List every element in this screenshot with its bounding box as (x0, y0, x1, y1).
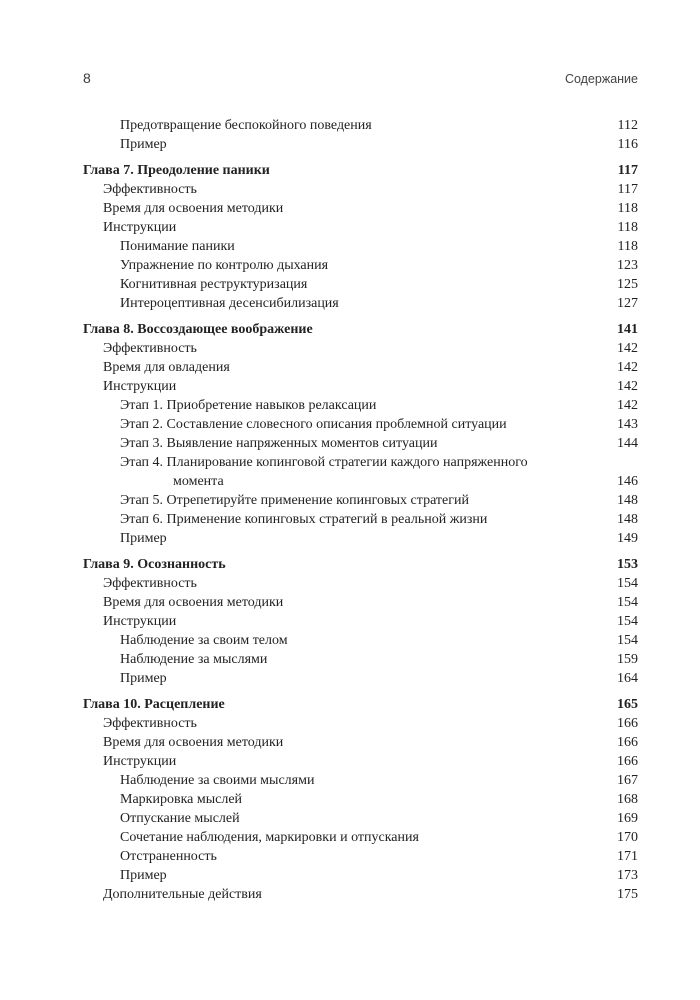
toc-entry-title-continuation: момента (173, 474, 224, 489)
toc-entry-title: Эффективность (103, 341, 197, 356)
toc-section-entry (83, 180, 638, 199)
toc-entry-title: Эффективность (103, 576, 197, 591)
toc-entry-title: Пример (120, 137, 167, 152)
toc-entry-page-number: 170 (617, 830, 638, 845)
toc-entry-page-number: 142 (617, 360, 638, 375)
toc-subsection-entry (83, 294, 638, 313)
toc-subsection-entry (83, 116, 638, 135)
toc-entry-title: Инструкции (103, 754, 177, 769)
page-number: 8 (83, 70, 91, 86)
toc-section-entry (83, 885, 638, 904)
toc-entry-page-number: 142 (617, 341, 638, 356)
toc-entry-title: Отпускание мыслей (120, 811, 240, 826)
toc-entry-title: Время для овладения (103, 360, 230, 375)
toc-subsection-entry (83, 510, 638, 529)
toc-entry-title: Время для освоения методики (103, 201, 284, 216)
toc-entry-title: Сочетание наблюдения, маркировки и отпускания (120, 830, 419, 845)
toc-entry-title: Предотвращение беспокойного поведения (120, 118, 372, 133)
toc-subsection-entry (83, 529, 638, 548)
toc-entry-title: Инструкции (103, 220, 177, 235)
toc-entry-title: Упражнение по контролю дыхания (120, 258, 329, 273)
toc-entry-page-number: 118 (617, 201, 638, 216)
toc-entry-page-number: 154 (617, 576, 638, 591)
toc-entry-title: Инструкции (103, 379, 177, 394)
toc-entry-page-number: 117 (617, 182, 638, 197)
toc-entry-title: Пример (120, 868, 167, 883)
toc-entry-page-number: 167 (617, 773, 638, 788)
toc-entry-page-number: 153 (617, 557, 638, 572)
toc-entry-page-number: 116 (617, 137, 638, 152)
toc-subsection-entry (83, 256, 638, 275)
toc-entry-page-number: 146 (617, 474, 638, 489)
toc-entry-title: Маркировка мыслей (120, 792, 243, 807)
toc-entry-page-number: 169 (617, 811, 638, 826)
toc-subsection-entry (83, 771, 638, 790)
toc-entry-page-number: 166 (617, 735, 638, 750)
toc-section-entry (83, 339, 638, 358)
toc-entry-title: Глава 7. Преодоление паники (83, 163, 270, 178)
toc-subsection-entry (83, 237, 638, 256)
toc-subsection-entry (83, 415, 638, 434)
toc-entry-page-number: 141 (617, 322, 638, 337)
toc-entry-title: Дополнительные действия (103, 887, 262, 902)
toc-subsection-entry (83, 847, 638, 866)
toc-entry-page-number: 125 (617, 277, 638, 292)
toc-section-entry (83, 733, 638, 752)
toc-section-entry (83, 612, 638, 631)
toc-entry-title: Интероцептивная десенсибилизация (120, 296, 339, 311)
toc-entry-title: Время для освоения методики (103, 595, 284, 610)
toc-entry-page-number: 164 (617, 671, 638, 686)
toc-subsection-entry (83, 396, 638, 415)
toc-entry-page-number: 165 (617, 697, 638, 712)
toc-section-entry (83, 574, 638, 593)
toc-subsection-entry (83, 669, 638, 688)
toc-entry-page-number: 171 (617, 849, 638, 864)
toc-entry-title: Наблюдение за мыслями (120, 652, 268, 667)
toc-subsection-entry (83, 434, 638, 453)
toc-entry-page-number: 127 (617, 296, 638, 311)
toc-entry-title: Этап 6. Применение копинговых стратегий в реальной жизни (120, 512, 488, 527)
toc-chapter-entry (83, 555, 638, 574)
toc-entry-page-number: 123 (617, 258, 638, 273)
page-header (83, 70, 638, 90)
toc-subsection-entry (83, 135, 638, 154)
toc-subsection-entry (83, 790, 638, 809)
toc-entry-title: Эффективность (103, 716, 197, 731)
toc-entry-title: Этап 5. Отрепетируйте применение копинговых стратегий (120, 493, 469, 508)
toc-section-entry (83, 714, 638, 733)
toc-entry-title: Отстраненность (120, 849, 217, 864)
toc-section-entry (83, 199, 638, 218)
toc-entry-title: Когнитивная реструктуризация (120, 277, 308, 292)
toc-entry-page-number: 149 (617, 531, 638, 546)
toc-entry-page-number: 166 (617, 754, 638, 769)
toc-subsection-entry (83, 866, 638, 885)
toc-entry-page-number: 175 (617, 887, 638, 902)
toc-entry-title: Наблюдение за своими мыслями (120, 773, 315, 788)
toc-entry-page-number: 154 (617, 614, 638, 629)
toc-subsection-entry (83, 491, 638, 510)
toc-entry-title: Глава 10. Расцепление (83, 697, 225, 712)
toc-entry-page-number: 166 (617, 716, 638, 731)
toc-entry-page-number: 118 (617, 239, 638, 254)
toc-entry-page-number: 144 (617, 436, 638, 451)
toc-entry-title: Этап 2. Составление словесного описания проблемной ситуации (120, 417, 507, 432)
toc-entry-title: Глава 8. Воссоздающее воображение (83, 322, 313, 337)
toc-entry-page-number: 173 (617, 868, 638, 883)
toc-subsection-entry (83, 453, 638, 491)
toc-section-entry (83, 358, 638, 377)
toc-entry-page-number: 117 (617, 163, 638, 178)
running-title: Содержание (564, 72, 638, 86)
toc-section-entry (83, 377, 638, 396)
table-of-contents (83, 116, 638, 904)
toc-entry-title: Понимание паники (120, 239, 235, 254)
toc-chapter-entry (83, 161, 638, 180)
toc-entry-title: Эффективность (103, 182, 197, 197)
toc-entry-page-number: 142 (617, 398, 638, 413)
toc-entry-title: Глава 9. Осознанность (83, 557, 226, 572)
toc-chapter-entry (83, 320, 638, 339)
toc-entry-page-number: 154 (617, 595, 638, 610)
toc-entry-title: Инструкции (103, 614, 177, 629)
toc-subsection-entry (83, 631, 638, 650)
toc-entry-page-number: 148 (617, 512, 638, 527)
toc-entry-title: Пример (120, 531, 167, 546)
toc-subsection-entry (83, 828, 638, 847)
toc-subsection-entry (83, 809, 638, 828)
toc-entry-page-number: 148 (617, 493, 638, 508)
toc-entry-page-number: 159 (617, 652, 638, 667)
toc-entry-title: Этап 3. Выявление напряженных моментов ситуации (120, 436, 438, 451)
toc-section-entry (83, 593, 638, 612)
toc-entry-page-number: 168 (617, 792, 638, 807)
toc-subsection-entry (83, 650, 638, 669)
toc-entry-page-number: 112 (617, 118, 638, 133)
toc-subsection-entry (83, 275, 638, 294)
toc-section-entry (83, 752, 638, 771)
toc-entry-title: Пример (120, 671, 167, 686)
toc-entry-page-number: 143 (617, 417, 638, 432)
toc-entry-page-number: 142 (617, 379, 638, 394)
toc-entry-title: Время для освоения методики (103, 735, 284, 750)
toc-entry-title: Этап 1. Приобретение навыков релаксации (120, 398, 377, 413)
toc-entry-title: Этап 4. Планирование копинговой стратегии каждого напряженного (120, 455, 528, 470)
toc-entry-page-number: 154 (617, 633, 638, 648)
toc-entry-page-number: 118 (617, 220, 638, 235)
toc-section-entry (83, 218, 638, 237)
toc-entry-title: Наблюдение за своим телом (120, 633, 288, 648)
toc-chapter-entry (83, 695, 638, 714)
